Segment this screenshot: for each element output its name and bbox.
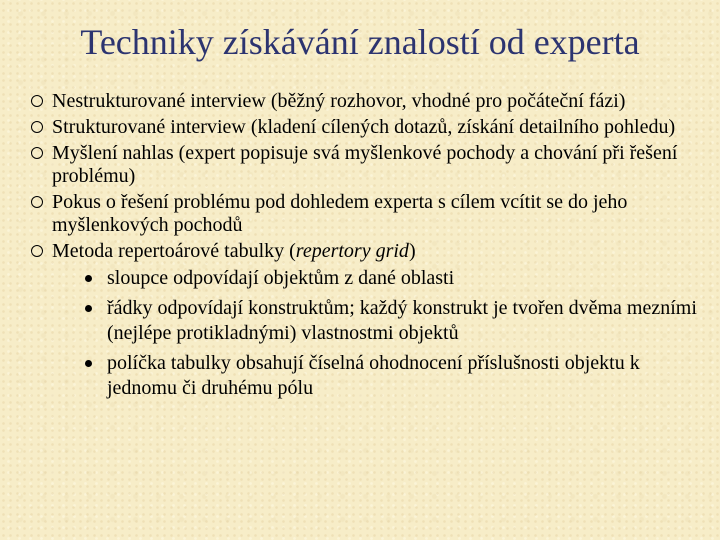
dot-bullet-icon: [85, 360, 92, 367]
list-item-text: Pokus o řešení problému pod dohledem experta s cílem vcítit se do jeho myšlenkových pochodů: [52, 191, 628, 236]
dot-bullet-icon: [85, 305, 92, 312]
sub-item-text: sloupce odpovídají objektům z dané oblasti: [107, 267, 455, 289]
list-item-unstructured-interview: [30, 90, 710, 113]
circle-bullet-icon: [31, 121, 43, 133]
sub-item-cells: [30, 351, 710, 401]
sub-item-columns: [30, 266, 710, 291]
circle-bullet-icon: [31, 245, 43, 257]
sub-item-rows: [30, 296, 710, 346]
list-item-supervised-attempt: [30, 191, 710, 237]
list-item-text: Strukturované interview (kladení cílených dotazů, získání detailního pohledu): [52, 116, 676, 138]
sub-item-text: řádky odpovídají konstruktům; každý konstrukt je tvořen dvěma mezními (nejlépe protikladnými) vlastnostmi objektů: [107, 297, 697, 344]
list-item-structured-interview: [30, 116, 710, 139]
circle-bullet-icon: [31, 95, 43, 107]
circle-bullet-icon: [31, 196, 43, 208]
slide-title: Techniky získávání znalostí od experta: [80, 22, 640, 62]
list-item-text-after: ): [408, 240, 416, 262]
circle-bullet-icon: [31, 147, 43, 159]
list-item-text-italic: repertory grid: [295, 240, 409, 262]
list-item-think-aloud: [30, 142, 710, 188]
list-item-text: Nestrukturované interview (běžný rozhovor, vhodné pro počáteční fázi): [52, 90, 626, 112]
list-item-text-before: Metoda repertoárové tabulky (: [52, 240, 296, 262]
list-item-text: Myšlení nahlas (expert popisuje svá myšlenkové pochody a chování při řešení problému): [52, 142, 678, 187]
bullet-list: [30, 90, 710, 406]
dot-bullet-icon: [85, 275, 92, 282]
list-item-repertory-grid: [30, 240, 710, 263]
sub-item-text: políčka tabulky obsahují číselná ohodnocení příslušnosti objektu k jednomu či druhému pólu: [107, 352, 640, 399]
